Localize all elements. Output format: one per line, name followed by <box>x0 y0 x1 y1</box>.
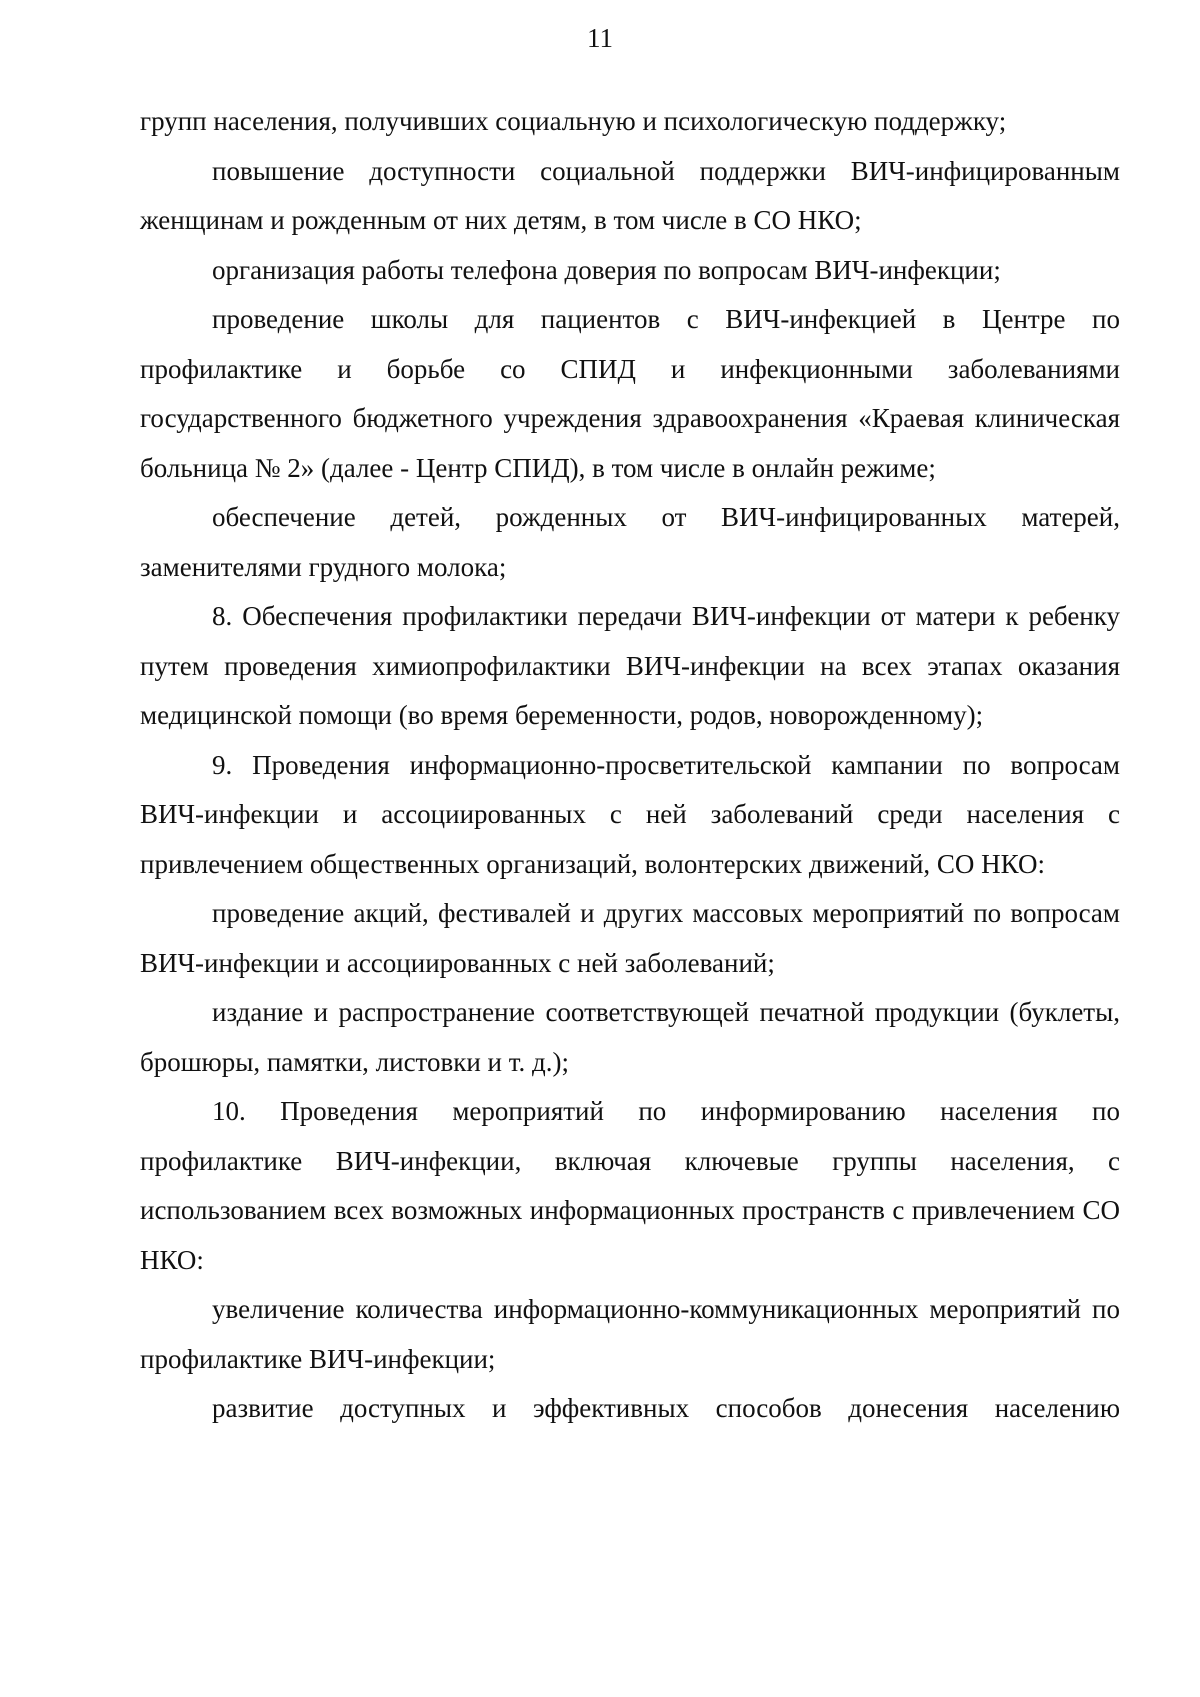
page-number: 11 <box>587 23 613 53</box>
paragraph-7: 9. Проведения информационно-просветительской кампании по вопросам ВИЧ-инфекции и ассоциированных с ней заболеваний среди населения с привлечением общественных организаций, волонтерских движений, СО НКО: <box>140 749 1120 879</box>
paragraph-6: 8. Обеспечения профилактики передачи ВИЧ-инфекции от матери к ребенку путем проведения химиопрофилактики ВИЧ-инфекции на всех этапах оказания медицинской помощи (во время беременности, родов, новорожденному); <box>140 601 1120 730</box>
paragraph-3: организация работы телефона доверия по вопросам ВИЧ-инфекции; <box>212 254 1001 285</box>
paragraph-8: проведение акций, фестивалей и других массовых мероприятий по вопросам ВИЧ-инфекции и ассоциированных с ней заболеваний; <box>140 898 1120 978</box>
paragraph-2: повышение доступности социальной поддержки ВИЧ-инфицированным женщинам и рожденным от них детям, в том числе в СО НКО; <box>140 155 1120 235</box>
paragraph-1: групп населения, получивших социальную и психологическую поддержку; <box>140 106 1007 136</box>
paragraph-12: развитие доступных и эффективных способов донесения населению <box>212 1393 1120 1423</box>
paragraph-11: увеличение количества информационно-коммуникационных мероприятий по профилактике ВИЧ-инфекции; <box>140 1294 1120 1374</box>
paragraph-4: проведение школы для пациентов с ВИЧ-инфекцией в Центре по профилактике и борьбе со СПИД и инфекционными заболеваниями государственного бюджетного учреждения здравоохранения «Краевая клиническая больница № 2» (далее - Центр СПИД), в том числе в онлайн режиме; <box>140 304 1120 483</box>
document-body <box>140 97 1120 1434</box>
paragraph-5: обеспечение детей, рожденных от ВИЧ-инфицированных матерей, заменителями грудного молока; <box>140 502 1120 582</box>
paragraph-9: издание и распространение соответствующей печатной продукции (буклеты, брошюры, памятки, листовки и т. д.); <box>140 997 1120 1077</box>
paragraph-10: 10. Проведения мероприятий по информированию населения по профилактике ВИЧ-инфекции, включая ключевые группы населения, с использованием всех возможных информационных пространств с привлечением СО НКО: <box>140 1096 1120 1275</box>
